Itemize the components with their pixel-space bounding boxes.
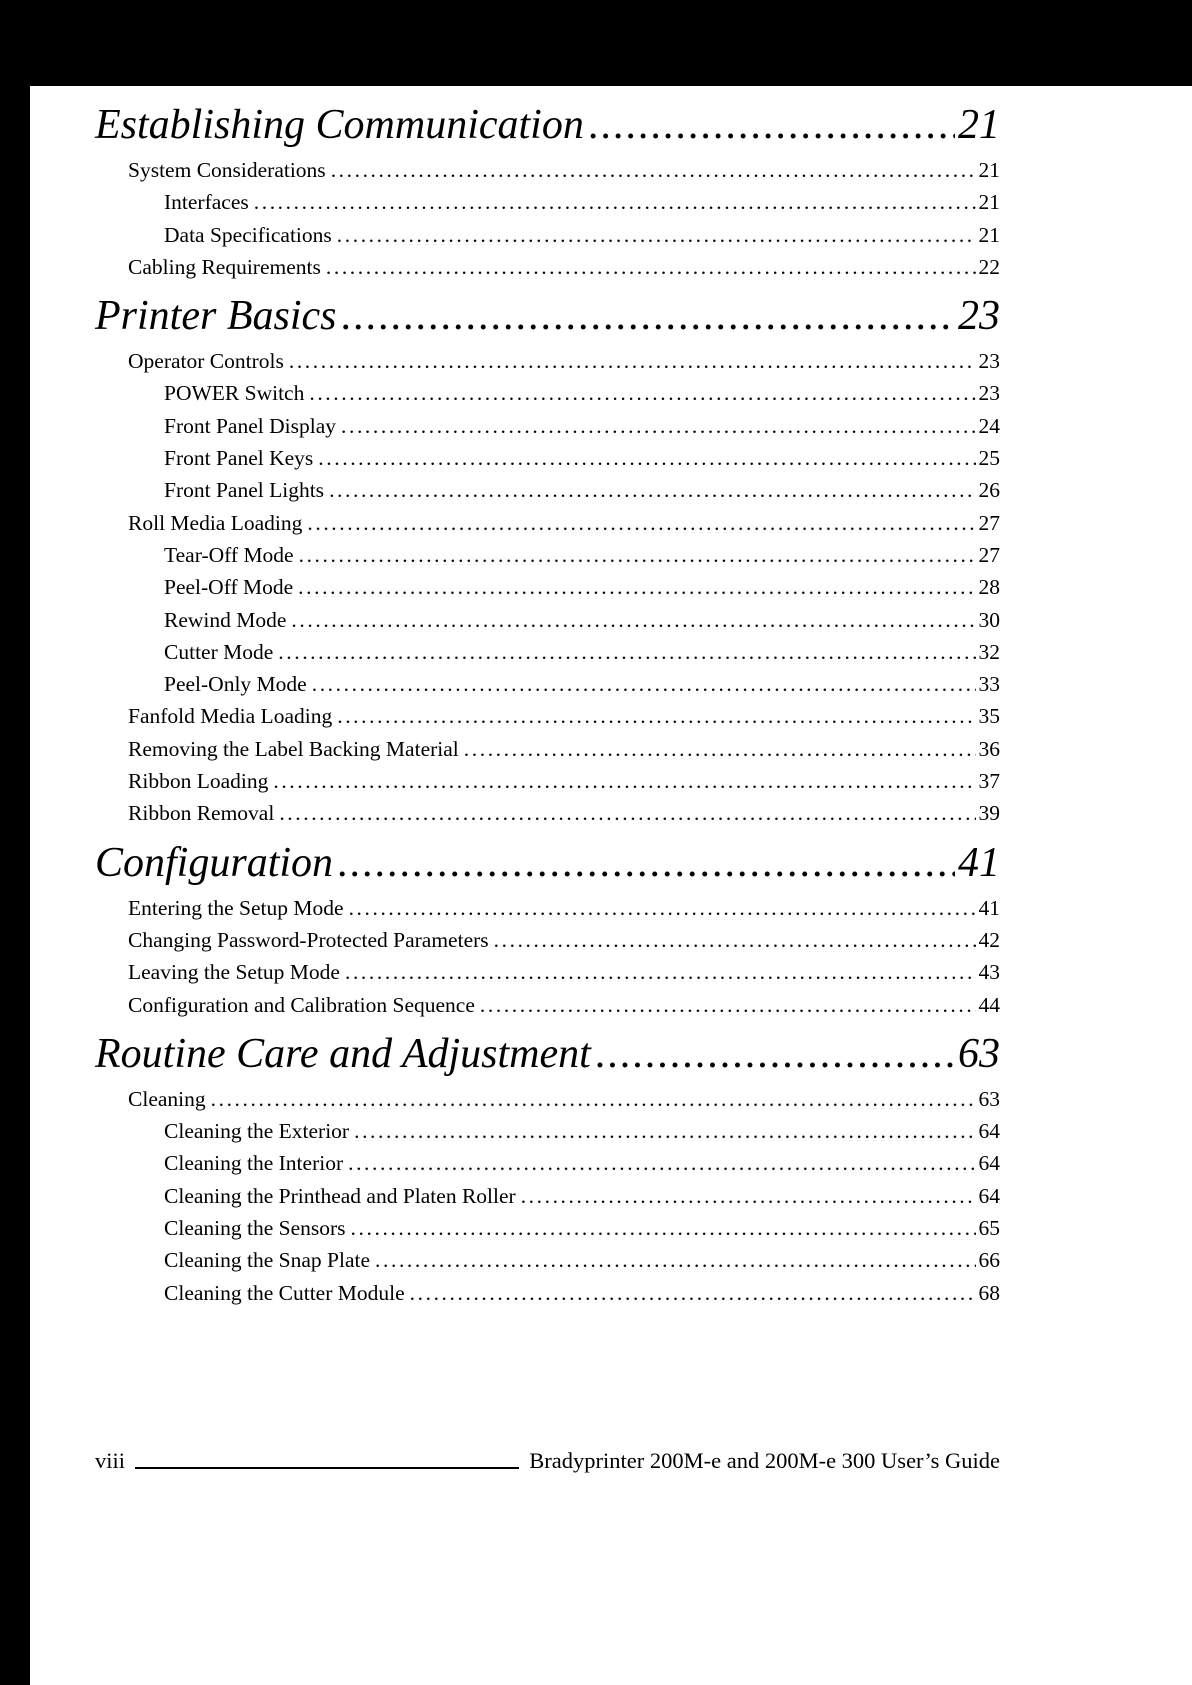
dot-leader	[341, 410, 976, 442]
entry-page-number: 33	[978, 672, 1000, 697]
dot-leader	[326, 251, 976, 283]
toc-entry	[95, 1180, 1000, 1212]
entry-label: Fanfold Media Loading	[128, 704, 333, 729]
dot-leader	[480, 989, 976, 1021]
dot-leader	[279, 797, 975, 829]
toc-entry	[95, 1277, 1000, 1309]
entry-label: Changing Password-Protected Parameters	[128, 927, 489, 952]
toc-entry	[95, 539, 1000, 571]
toc-entry	[95, 571, 1000, 603]
toc-entry	[95, 1244, 1000, 1276]
entry-page-number: 26	[978, 478, 1000, 503]
toc-entry	[95, 1147, 1000, 1179]
entry-label: Tear-Off Mode	[164, 542, 294, 567]
toc-section-heading	[95, 100, 1000, 150]
toc-entry	[95, 410, 1000, 442]
entry-page-number: 65	[978, 1216, 1000, 1241]
dot-leader	[351, 1212, 976, 1244]
entry-page-number: 64	[978, 1119, 1000, 1144]
entry-page-number: 43	[978, 960, 1000, 985]
dot-leader	[309, 377, 975, 409]
toc-entry	[95, 1212, 1000, 1244]
entry-page-number: 28	[978, 575, 1000, 600]
toc-section-heading	[95, 291, 1000, 341]
entry-label: Front Panel Display	[164, 413, 336, 438]
entry-label: Cleaning the Snap Plate	[164, 1248, 371, 1273]
section-page-number: 23	[958, 293, 1000, 340]
dot-leader	[318, 442, 975, 474]
entry-page-number: 23	[978, 349, 1000, 374]
entry-label: Peel-Only Mode	[164, 672, 307, 697]
dot-leader	[337, 700, 975, 732]
entry-page-number: 63	[978, 1086, 1000, 1111]
dot-leader	[345, 956, 976, 988]
entry-page-number: 21	[978, 190, 1000, 215]
dot-leader	[521, 1180, 976, 1212]
dot-leader	[338, 838, 955, 888]
entry-label: POWER Switch	[164, 381, 305, 406]
toc-entry	[95, 219, 1000, 251]
dot-leader	[341, 291, 955, 341]
entry-label: Ribbon Removal	[128, 801, 275, 826]
dot-leader	[337, 219, 976, 251]
entry-label: System Considerations	[128, 158, 326, 182]
section-title: Establishing Communication	[95, 102, 584, 148]
entry-page-number: 39	[978, 801, 1000, 826]
entry-label: Operator Controls	[128, 349, 284, 374]
entry-page-number: 64	[978, 1151, 1000, 1176]
toc-entry	[95, 604, 1000, 636]
dot-leader	[278, 636, 975, 668]
toc-section	[95, 291, 1000, 829]
dot-leader	[254, 186, 976, 218]
toc-entry	[95, 765, 1000, 797]
toc-entry	[95, 924, 1000, 956]
dot-leader	[307, 507, 975, 539]
entry-label: Cleaning the Exterior	[164, 1119, 350, 1144]
entry-page-number: 25	[978, 446, 1000, 471]
section-title: Printer Basics	[95, 293, 337, 340]
entry-label: Peel-Off Mode	[164, 575, 294, 600]
toc-entry	[95, 1083, 1000, 1115]
entry-label: Configuration and Calibration Sequence	[128, 992, 475, 1017]
entry-label: Rewind Mode	[164, 607, 287, 632]
toc-entry	[95, 251, 1000, 283]
toc-entry	[95, 797, 1000, 829]
entry-label: Leaving the Setup Mode	[128, 960, 340, 985]
dot-leader	[589, 100, 955, 150]
toc-entry	[95, 956, 1000, 988]
dot-leader	[331, 154, 976, 186]
entry-page-number: 23	[978, 381, 1000, 406]
toc-section	[95, 838, 1000, 1021]
entry-label: Cleaning	[128, 1086, 206, 1111]
dot-leader	[375, 1244, 975, 1276]
entry-label: Front Panel Keys	[164, 446, 314, 471]
dot-leader	[464, 733, 976, 765]
entry-page-number: 66	[978, 1248, 1000, 1273]
entry-label: Cleaning the Sensors	[164, 1216, 346, 1241]
toc-entry	[95, 1115, 1000, 1147]
section-title: Configuration	[95, 839, 334, 886]
section-page-number: 21	[958, 102, 1000, 148]
footer-page-number: viii	[95, 1448, 126, 1473]
toc-entry	[95, 668, 1000, 700]
entry-page-number: 68	[978, 1280, 1000, 1305]
toc-entry	[95, 442, 1000, 474]
toc-entry	[95, 507, 1000, 539]
entry-page-number: 21	[978, 158, 1000, 182]
toc-section-heading	[95, 1029, 1000, 1079]
dot-leader	[299, 539, 976, 571]
toc-entry	[95, 474, 1000, 506]
toc-section	[95, 100, 1000, 283]
dot-leader	[348, 1147, 975, 1179]
dot-leader	[329, 474, 975, 506]
entry-label: Data Specifications	[164, 222, 332, 247]
entry-label: Cleaning the Printhead and Platen Roller	[164, 1183, 516, 1208]
dot-leader	[410, 1277, 976, 1309]
toc-entry	[95, 733, 1000, 765]
entry-page-number: 27	[978, 510, 1000, 535]
entry-label: Cutter Mode	[164, 639, 274, 664]
dot-leader	[349, 892, 976, 924]
entry-label: Interfaces	[164, 190, 249, 215]
scan-edge-top	[0, 0, 1192, 86]
entry-page-number: 32	[978, 639, 1000, 664]
toc-entry	[95, 186, 1000, 218]
toc-entry	[95, 636, 1000, 668]
footer-rule	[135, 1467, 519, 1469]
toc-entry	[95, 345, 1000, 377]
toc-entry	[95, 700, 1000, 732]
entry-page-number: 30	[978, 607, 1000, 632]
entry-page-number: 36	[978, 736, 1000, 761]
entry-page-number: 27	[978, 542, 1000, 567]
toc-section	[95, 1029, 1000, 1309]
toc-entry	[95, 377, 1000, 409]
dot-leader	[273, 765, 975, 797]
entry-page-number: 24	[978, 413, 1000, 438]
entry-page-number: 64	[978, 1183, 1000, 1208]
dot-leader	[312, 668, 976, 700]
entry-page-number: 22	[978, 254, 1000, 279]
entry-label: Cabling Requirements	[128, 254, 321, 279]
entry-page-number: 42	[978, 927, 1000, 952]
toc-section-heading	[95, 838, 1000, 888]
entry-page-number: 35	[978, 704, 1000, 729]
section-page-number: 63	[958, 1030, 1000, 1077]
entry-page-number: 21	[978, 222, 1000, 247]
entry-label: Removing the Label Backing Material	[128, 736, 459, 761]
dot-leader	[298, 571, 975, 603]
toc-entry	[95, 892, 1000, 924]
entry-label: Roll Media Loading	[128, 510, 303, 535]
toc-entry	[95, 989, 1000, 1021]
entry-label: Cleaning the Interior	[164, 1151, 344, 1176]
dot-leader	[354, 1115, 975, 1147]
entry-label: Cleaning the Cutter Module	[164, 1280, 405, 1305]
dot-leader	[291, 604, 975, 636]
entry-page-number: 37	[978, 769, 1000, 794]
dot-leader	[596, 1029, 955, 1079]
toc-entry	[95, 154, 1000, 186]
entry-label: Front Panel Lights	[164, 478, 325, 503]
entry-label: Entering the Setup Mode	[128, 895, 344, 920]
footer-doc-title: Bradyprinter 200M-e and 200M-e 300 User’s Guide	[529, 1448, 1000, 1473]
scan-edge-left	[0, 0, 30, 1685]
section-title: Routine Care and Adjustment	[95, 1030, 591, 1077]
dot-leader	[289, 345, 976, 377]
toc-content	[95, 92, 1000, 1309]
dot-leader	[494, 924, 976, 956]
page-footer	[95, 1446, 1000, 1476]
entry-page-number: 41	[978, 895, 1000, 920]
entry-page-number: 44	[978, 992, 1000, 1017]
entry-label: Ribbon Loading	[128, 769, 269, 794]
dot-leader	[211, 1083, 976, 1115]
section-page-number: 41	[958, 839, 1000, 886]
